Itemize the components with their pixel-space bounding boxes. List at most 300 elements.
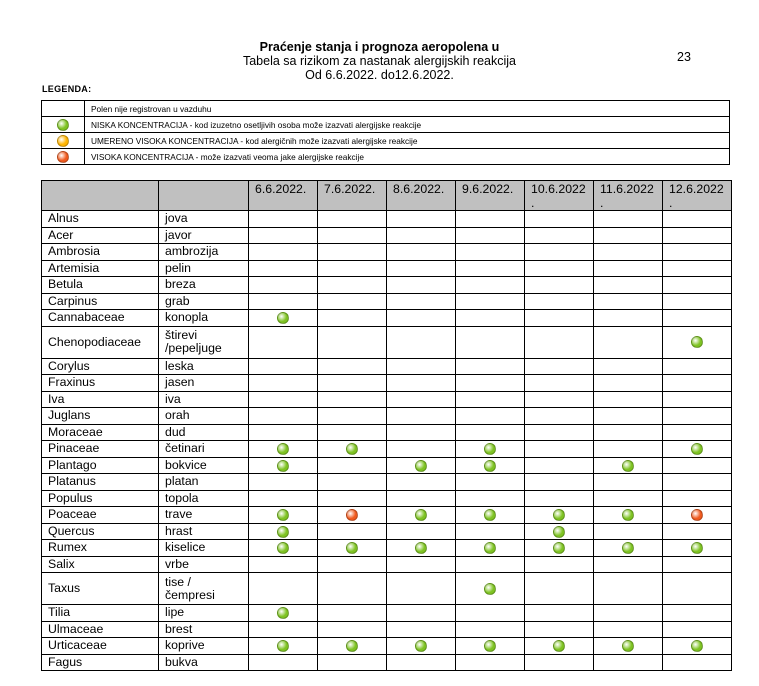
concentration-cell	[249, 358, 318, 375]
local-name-cell: platan	[159, 474, 249, 491]
date-header-cell: 11.6.2022 .	[594, 181, 663, 211]
table-row	[42, 310, 732, 327]
concentration-cell	[456, 424, 525, 441]
concentration-cell	[387, 260, 456, 277]
concentration-cell	[249, 556, 318, 573]
latin-name-cell: Alnus	[42, 211, 159, 228]
local-name-cell: jova	[159, 211, 249, 228]
concentration-cell	[387, 457, 456, 474]
concentration-cell	[663, 391, 732, 408]
table-row	[42, 358, 732, 375]
local-name-cell: pelin	[159, 260, 249, 277]
concentration-cell	[456, 573, 525, 605]
concentration-cell	[663, 638, 732, 655]
concentration-cell	[525, 293, 594, 310]
document-subtitle: Tabela sa rizikom za nastanak alergijskih reakcija	[242, 54, 517, 68]
concentration-dot-icon	[346, 640, 358, 652]
concentration-dot-icon	[277, 640, 289, 652]
concentration-cell	[663, 523, 732, 540]
concentration-cell	[663, 424, 732, 441]
concentration-cell	[663, 244, 732, 261]
concentration-cell	[525, 556, 594, 573]
concentration-cell	[525, 211, 594, 228]
concentration-cell	[456, 211, 525, 228]
table-row	[42, 441, 732, 458]
concentration-cell	[456, 277, 525, 294]
concentration-cell	[594, 523, 663, 540]
concentration-dot-icon	[622, 640, 634, 652]
latin-name-cell: Fagus	[42, 654, 159, 671]
concentration-cell	[663, 573, 732, 605]
table-row	[42, 573, 732, 605]
date-range: Od 6.6.2022. do12.6.2022.	[305, 68, 454, 82]
table-row	[42, 375, 732, 392]
concentration-dot-icon	[484, 509, 496, 521]
concentration-dot-icon	[277, 443, 289, 455]
concentration-cell	[249, 227, 318, 244]
concentration-dot-icon	[346, 443, 358, 455]
concentration-dot-icon	[346, 509, 358, 521]
page-number: 23	[677, 50, 691, 64]
latin-name-cell: Quercus	[42, 523, 159, 540]
local-name-cell: kiselice	[159, 540, 249, 557]
concentration-cell	[249, 540, 318, 557]
concentration-cell	[525, 441, 594, 458]
concentration-cell	[594, 260, 663, 277]
concentration-cell	[318, 260, 387, 277]
concentration-cell	[594, 605, 663, 622]
latin-name-cell: Cannabaceae	[42, 310, 159, 327]
concentration-cell	[387, 507, 456, 524]
concentration-dot-icon	[484, 460, 496, 472]
legend-row	[42, 117, 730, 133]
concentration-dot-icon	[415, 460, 427, 472]
concentration-cell	[594, 293, 663, 310]
concentration-cell	[663, 358, 732, 375]
legend-swatch	[42, 149, 85, 165]
concentration-cell	[456, 490, 525, 507]
concentration-dot-icon	[691, 443, 703, 455]
table-row	[42, 457, 732, 474]
concentration-cell	[663, 227, 732, 244]
concentration-dot-icon	[346, 542, 358, 554]
concentration-cell	[594, 540, 663, 557]
concentration-cell	[525, 490, 594, 507]
concentration-cell	[456, 523, 525, 540]
concentration-cell	[249, 277, 318, 294]
concentration-cell	[318, 507, 387, 524]
concentration-cell	[456, 391, 525, 408]
concentration-cell	[318, 408, 387, 425]
concentration-cell	[663, 277, 732, 294]
table-row	[42, 293, 732, 310]
legend-row	[42, 133, 730, 149]
concentration-cell	[525, 326, 594, 358]
concentration-cell	[318, 441, 387, 458]
concentration-cell	[456, 654, 525, 671]
concentration-cell	[249, 573, 318, 605]
concentration-cell	[594, 556, 663, 573]
concentration-cell	[456, 293, 525, 310]
local-name-cell: četinari	[159, 441, 249, 458]
concentration-cell	[318, 244, 387, 261]
local-name-cell: breza	[159, 277, 249, 294]
table-row	[42, 211, 732, 228]
concentration-dot-icon	[553, 640, 565, 652]
concentration-dot-icon	[415, 509, 427, 521]
concentration-cell	[663, 326, 732, 358]
local-name-cell: bukva	[159, 654, 249, 671]
table-row	[42, 540, 732, 557]
concentration-cell	[456, 244, 525, 261]
concentration-cell	[318, 277, 387, 294]
latin-name-cell: Iva	[42, 391, 159, 408]
table-row	[42, 474, 732, 491]
table-row	[42, 408, 732, 425]
concentration-dot-icon	[691, 336, 703, 348]
concentration-cell	[318, 375, 387, 392]
concentration-cell	[318, 457, 387, 474]
concentration-cell	[456, 507, 525, 524]
concentration-cell	[249, 424, 318, 441]
concentration-cell	[387, 391, 456, 408]
legend-swatch	[42, 101, 85, 117]
local-name-cell: topola	[159, 490, 249, 507]
concentration-cell	[525, 638, 594, 655]
concentration-cell	[525, 654, 594, 671]
concentration-dot-icon	[277, 312, 289, 324]
concentration-cell	[594, 211, 663, 228]
concentration-cell	[594, 408, 663, 425]
concentration-cell	[249, 260, 318, 277]
concentration-dot-icon	[484, 443, 496, 455]
latin-name-cell: Betula	[42, 277, 159, 294]
concentration-cell	[249, 638, 318, 655]
concentration-cell	[387, 441, 456, 458]
concentration-cell	[594, 326, 663, 358]
concentration-cell	[387, 293, 456, 310]
concentration-cell	[456, 540, 525, 557]
legend-text: UMERENO VISOKA KONCENTRACIJA - kod alergičnih može izazvati alergijske reakcije	[85, 133, 730, 149]
local-name-cell: bokvice	[159, 457, 249, 474]
concentration-cell	[525, 540, 594, 557]
concentration-cell	[249, 507, 318, 524]
concentration-cell	[318, 654, 387, 671]
legend-text: NISKA KONCENTRACIJA - kod izuzetno osetljivih osoba može izazvati alergijske reakcije	[85, 117, 730, 133]
concentration-cell	[525, 277, 594, 294]
concentration-cell	[387, 408, 456, 425]
legend-swatch	[42, 133, 85, 149]
concentration-cell	[663, 260, 732, 277]
concentration-cell	[249, 244, 318, 261]
table-row	[42, 424, 732, 441]
concentration-cell	[249, 474, 318, 491]
concentration-cell	[387, 490, 456, 507]
concentration-dot-icon	[277, 460, 289, 472]
concentration-cell	[249, 326, 318, 358]
concentration-cell	[594, 424, 663, 441]
concentration-cell	[663, 605, 732, 622]
concentration-dot-icon	[277, 542, 289, 554]
concentration-dot-icon	[622, 509, 634, 521]
concentration-cell	[387, 474, 456, 491]
local-name-cell: orah	[159, 408, 249, 425]
latin-name-cell: Populus	[42, 490, 159, 507]
concentration-cell	[594, 474, 663, 491]
concentration-cell	[594, 244, 663, 261]
legend-text: VISOKA KONCENTRACIJA - može izazvati veoma jake alergijske reakcije	[85, 149, 730, 165]
local-name-cell: javor	[159, 227, 249, 244]
concentration-cell	[663, 556, 732, 573]
document-header	[0, 40, 759, 82]
concentration-cell	[663, 621, 732, 638]
concentration-cell	[594, 441, 663, 458]
concentration-cell	[594, 358, 663, 375]
concentration-dot-icon	[691, 640, 703, 652]
table-row	[42, 260, 732, 277]
concentration-cell	[525, 358, 594, 375]
concentration-cell	[387, 310, 456, 327]
concentration-cell	[525, 474, 594, 491]
latin-name-cell: Ulmaceae	[42, 621, 159, 638]
concentration-cell	[525, 310, 594, 327]
concentration-cell	[594, 391, 663, 408]
latin-name-cell: Rumex	[42, 540, 159, 557]
concentration-cell	[387, 375, 456, 392]
concentration-dot-icon	[277, 509, 289, 521]
local-name-cell: dud	[159, 424, 249, 441]
latin-name-cell: Acer	[42, 227, 159, 244]
concentration-cell	[387, 326, 456, 358]
concentration-dot-icon	[277, 607, 289, 619]
local-name-cell: lipe	[159, 605, 249, 622]
concentration-cell	[525, 424, 594, 441]
concentration-cell	[249, 375, 318, 392]
concentration-cell	[249, 654, 318, 671]
concentration-cell	[525, 227, 594, 244]
latin-name-cell: Tilia	[42, 605, 159, 622]
concentration-cell	[663, 654, 732, 671]
latin-name-cell: Corylus	[42, 358, 159, 375]
table-row	[42, 244, 732, 261]
table-row	[42, 621, 732, 638]
table-row	[42, 654, 732, 671]
concentration-cell	[525, 244, 594, 261]
local-name-cell: leska	[159, 358, 249, 375]
concentration-cell	[249, 490, 318, 507]
latin-name-cell: Urticaceae	[42, 638, 159, 655]
concentration-cell	[387, 358, 456, 375]
concentration-cell	[387, 424, 456, 441]
date-header-cell: 12.6.2022 .	[663, 181, 732, 211]
concentration-cell	[249, 441, 318, 458]
concentration-cell	[387, 621, 456, 638]
local-name-cell: trave	[159, 507, 249, 524]
concentration-cell	[663, 293, 732, 310]
legend-dot-icon	[57, 135, 69, 147]
table-row	[42, 605, 732, 622]
concentration-cell	[318, 424, 387, 441]
table-row	[42, 490, 732, 507]
date-header-cell: 10.6.2022 .	[525, 181, 594, 211]
local-name-cell: konopla	[159, 310, 249, 327]
concentration-cell	[387, 211, 456, 228]
concentration-cell	[594, 654, 663, 671]
concentration-dot-icon	[553, 542, 565, 554]
latin-name-cell: Taxus	[42, 573, 159, 605]
concentration-cell	[249, 457, 318, 474]
table-row	[42, 638, 732, 655]
concentration-cell	[456, 408, 525, 425]
concentration-cell	[318, 605, 387, 622]
concentration-cell	[594, 507, 663, 524]
latin-name-cell: Pinaceae	[42, 441, 159, 458]
concentration-cell	[663, 375, 732, 392]
concentration-cell	[318, 211, 387, 228]
concentration-dot-icon	[622, 542, 634, 554]
concentration-cell	[318, 638, 387, 655]
table-row	[42, 391, 732, 408]
local-name-cell: jasen	[159, 375, 249, 392]
concentration-cell	[318, 391, 387, 408]
concentration-dot-icon	[484, 640, 496, 652]
concentration-dot-icon	[622, 460, 634, 472]
concentration-cell	[318, 490, 387, 507]
concentration-cell	[525, 605, 594, 622]
concentration-cell	[456, 638, 525, 655]
latin-name-cell: Plantago	[42, 457, 159, 474]
concentration-cell	[387, 654, 456, 671]
concentration-cell	[318, 227, 387, 244]
concentration-cell	[594, 573, 663, 605]
table-row	[42, 507, 732, 524]
concentration-dot-icon	[553, 509, 565, 521]
concentration-cell	[387, 244, 456, 261]
concentration-cell	[594, 638, 663, 655]
concentration-cell	[525, 507, 594, 524]
latin-name-cell: Moraceae	[42, 424, 159, 441]
table-row	[42, 556, 732, 573]
local-name-cell: hrast	[159, 523, 249, 540]
concentration-cell	[663, 441, 732, 458]
concentration-dot-icon	[484, 542, 496, 554]
concentration-cell	[525, 457, 594, 474]
concentration-dot-icon	[277, 526, 289, 538]
latin-name-cell: Fraxinus	[42, 375, 159, 392]
table-row	[42, 523, 732, 540]
local-name-cell: grab	[159, 293, 249, 310]
local-name-cell: štirevi /pepeljuge	[159, 326, 249, 358]
concentration-dot-icon	[484, 583, 496, 595]
concentration-cell	[318, 310, 387, 327]
concentration-cell	[663, 310, 732, 327]
concentration-cell	[387, 277, 456, 294]
concentration-cell	[525, 621, 594, 638]
local-name-cell: vrbe	[159, 556, 249, 573]
concentration-cell	[663, 540, 732, 557]
legend-label: LEGENDA:	[42, 84, 92, 94]
concentration-cell	[456, 326, 525, 358]
concentration-cell	[387, 638, 456, 655]
concentration-cell	[525, 391, 594, 408]
concentration-cell	[456, 605, 525, 622]
concentration-cell	[456, 474, 525, 491]
legend-row	[42, 149, 730, 165]
concentration-cell	[456, 556, 525, 573]
latin-name-cell: Ambrosia	[42, 244, 159, 261]
concentration-cell	[663, 490, 732, 507]
table-row	[42, 326, 732, 358]
concentration-dot-icon	[691, 509, 703, 521]
pollen-table	[41, 180, 732, 671]
concentration-cell	[318, 358, 387, 375]
concentration-cell	[456, 375, 525, 392]
concentration-cell	[663, 474, 732, 491]
concentration-dot-icon	[691, 542, 703, 554]
concentration-cell	[249, 523, 318, 540]
concentration-cell	[387, 556, 456, 573]
concentration-dot-icon	[415, 542, 427, 554]
concentration-cell	[663, 211, 732, 228]
concentration-cell	[594, 277, 663, 294]
concentration-cell	[525, 408, 594, 425]
concentration-cell	[318, 556, 387, 573]
concentration-cell	[318, 326, 387, 358]
concentration-cell	[318, 523, 387, 540]
legend-table	[41, 100, 730, 165]
concentration-cell	[249, 408, 318, 425]
concentration-cell	[663, 507, 732, 524]
concentration-cell	[594, 621, 663, 638]
concentration-cell	[387, 227, 456, 244]
concentration-cell	[594, 375, 663, 392]
concentration-cell	[456, 227, 525, 244]
concentration-dot-icon	[415, 640, 427, 652]
latin-name-cell: Chenopodiaceae	[42, 326, 159, 358]
legend-dot-icon	[57, 119, 69, 131]
concentration-cell	[249, 211, 318, 228]
document-title: Praćenje stanja i prognoza aeropolena u	[259, 40, 500, 54]
concentration-cell	[387, 605, 456, 622]
concentration-cell	[525, 523, 594, 540]
concentration-cell	[525, 260, 594, 277]
date-header-cell: 7.6.2022.	[318, 181, 387, 211]
concentration-cell	[456, 310, 525, 327]
legend-text: Polen nije registrovan u vazduhu	[85, 101, 730, 117]
concentration-cell	[249, 605, 318, 622]
concentration-cell	[249, 293, 318, 310]
local-name-cell: koprive	[159, 638, 249, 655]
concentration-cell	[525, 375, 594, 392]
concentration-cell	[594, 227, 663, 244]
concentration-cell	[456, 260, 525, 277]
concentration-cell	[249, 391, 318, 408]
concentration-cell	[387, 573, 456, 605]
latin-name-cell: Platanus	[42, 474, 159, 491]
concentration-cell	[249, 310, 318, 327]
concentration-cell	[594, 490, 663, 507]
table-header-row	[42, 181, 732, 211]
concentration-cell	[318, 540, 387, 557]
concentration-dot-icon	[553, 526, 565, 538]
date-header-cell: 9.6.2022.	[456, 181, 525, 211]
concentration-cell	[318, 621, 387, 638]
local-name-cell: ambrozija	[159, 244, 249, 261]
table-row	[42, 277, 732, 294]
legend-dot-icon	[57, 151, 69, 163]
concentration-cell	[318, 573, 387, 605]
concentration-cell	[249, 621, 318, 638]
